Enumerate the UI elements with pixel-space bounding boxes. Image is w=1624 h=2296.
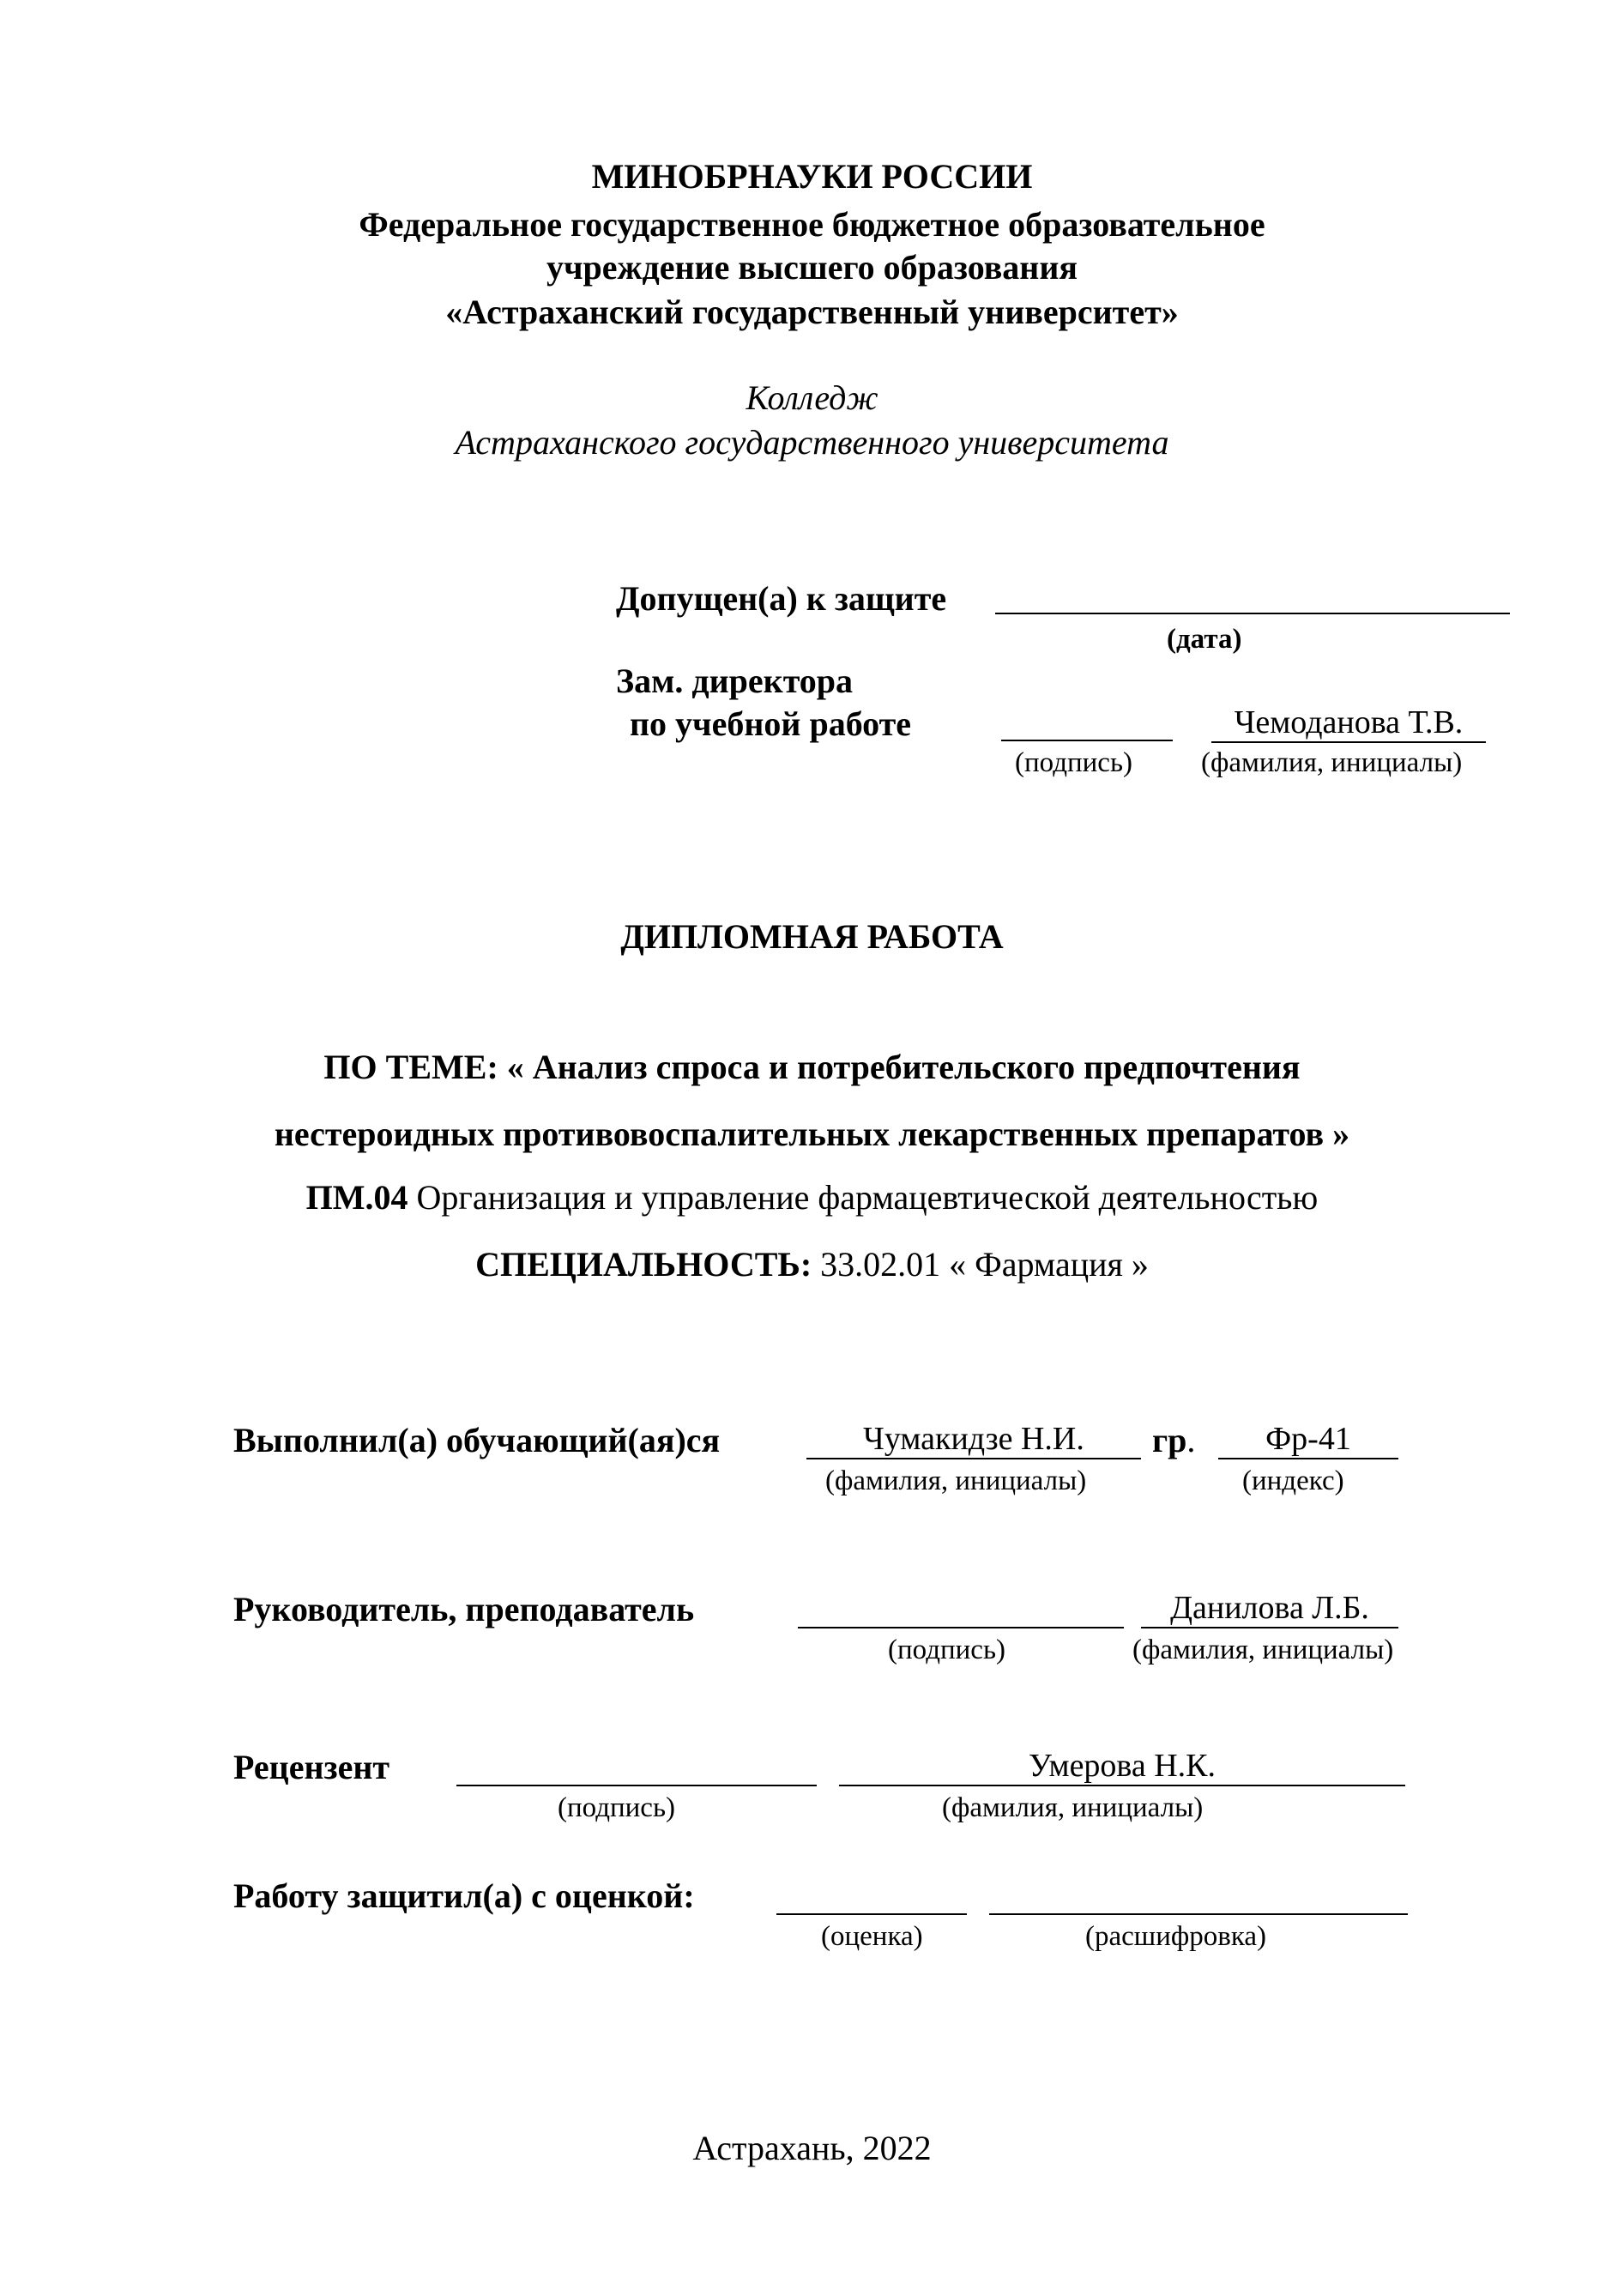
reviewer-signature-caption: (подпись) (558, 1792, 675, 1823)
grade-line (776, 1913, 967, 1915)
specialty-label: СПЕЦИАЛЬНОСТЬ: (475, 1245, 812, 1284)
deputy-name-caption: (фамилия, инициалы) (1201, 747, 1463, 778)
admitted-to-defense-label: Допущен(а) к защите (616, 579, 947, 618)
supervisor-name-caption: (фамилия, инициалы) (1132, 1634, 1394, 1665)
reviewer-name-caption: (фамилия, инициалы) (942, 1792, 1204, 1823)
topic-label: ПО ТЕМЕ: (323, 1048, 498, 1086)
module-line (0, 1177, 1624, 1218)
group-dot: . (1186, 1421, 1196, 1459)
deputy-name: Чемоданова Т.В. (1211, 704, 1486, 743)
group-label-wrap (1152, 1420, 1195, 1461)
group-label: гр (1152, 1421, 1187, 1459)
student-label: Выполнил(а) обучающий(ая)ся (233, 1421, 721, 1459)
institution-type-line: Федеральное государственное бюджетное образовательное (359, 205, 1265, 244)
supervisor-name: Данилова Л.Б. (1141, 1589, 1398, 1628)
specialty-line (0, 1244, 1624, 1285)
reviewer-name: Умерова Н.К. (839, 1747, 1405, 1786)
college-name-line1: Колледж (746, 378, 878, 417)
supervisor-label: Руководитель, преподаватель (233, 1590, 695, 1628)
grade-decoding-caption: (расшифровка) (1085, 1921, 1266, 1952)
supervisor-signature-caption: (подпись) (888, 1634, 1005, 1665)
reviewer-signature-line (456, 1785, 817, 1786)
reviewer-label: Рецензент (233, 1748, 390, 1786)
deputy-director-label-line1: Зам. директора (616, 662, 854, 700)
deputy-director-label-line2: по учебной работе (630, 704, 912, 743)
deputy-signature-line (1001, 740, 1173, 741)
module-code: ПМ.04 (305, 1178, 408, 1217)
deputy-signature-caption: (подпись) (1015, 747, 1132, 778)
city-year: Астрахань, 2022 (692, 2129, 932, 2167)
topic-text-line1: « Анализ спроса и потребительского предпочтения (506, 1048, 1301, 1086)
ministry-title: МИНОБРНАУКИ РОССИИ (591, 157, 1033, 196)
topic-text-line2: нестероидных противовоспалительных лекарственных препаратов » (274, 1115, 1350, 1153)
student-name: Чумакидзе Н.И. (806, 1420, 1141, 1459)
date-caption: (дата) (1167, 624, 1242, 655)
student-group: Фр-41 (1218, 1420, 1398, 1459)
student-group-caption: (индекс) (1242, 1465, 1344, 1496)
grade-caption: (оценка) (821, 1921, 923, 1952)
student-name-caption: (фамилия, инициалы) (825, 1465, 1087, 1496)
module-name: Организация и управление фармацевтической деятельностью (416, 1178, 1319, 1217)
specialty-value: 33.02.01 « Фармация » (820, 1245, 1149, 1284)
document-type: ДИПЛОМНАЯ РАБОТА (620, 917, 1004, 956)
institution-level-line: учреждение высшего образования (546, 248, 1078, 287)
supervisor-signature-line (798, 1627, 1124, 1628)
college-name-line2: Астраханского государственного университета (455, 423, 1169, 462)
university-name: «Астраханский государственный университет» (445, 293, 1179, 331)
grade-decoding-line (989, 1913, 1408, 1915)
topic-line1 (0, 1047, 1624, 1088)
date-line (995, 613, 1510, 614)
defense-label: Работу защитил(а) с оценкой: (233, 1876, 695, 1915)
